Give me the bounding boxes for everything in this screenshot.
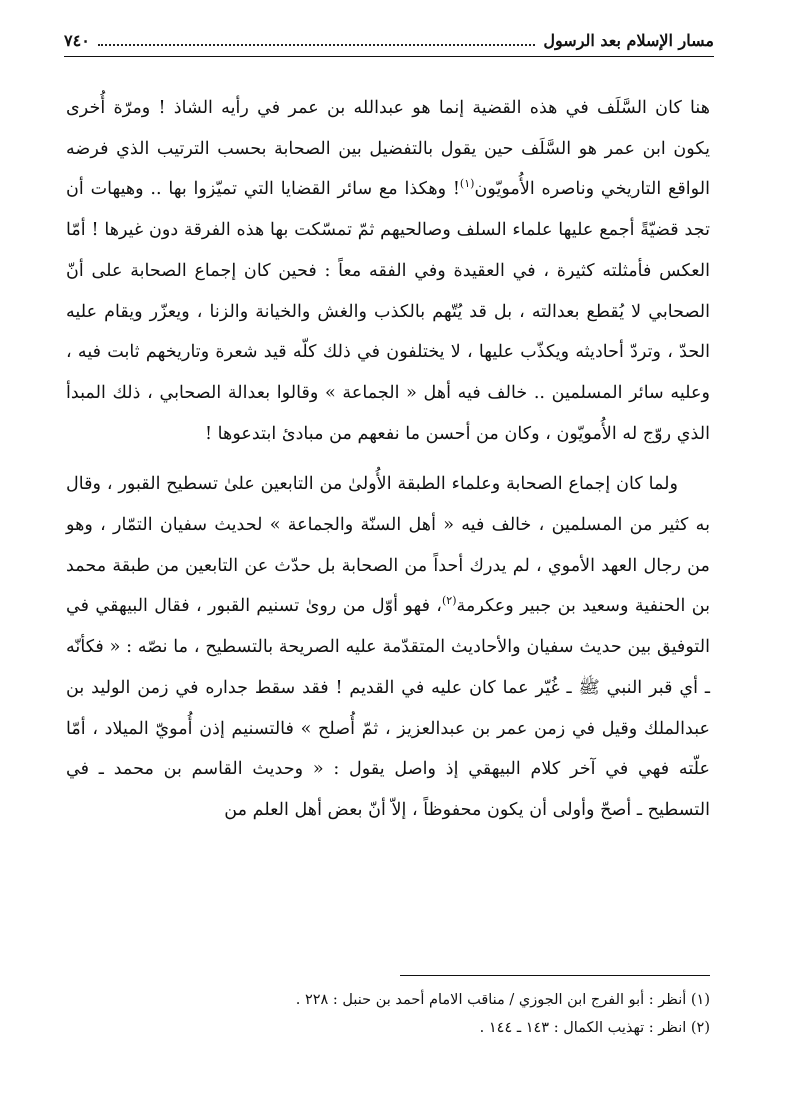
paragraph-1-text-b: ! وهكذا مع سائر القضايا التي تميّزوا بها .. وهيهات أن تجد قضيّةً أجمع عليها علماء السلف وصالحيهم ثمّ تمسّكت بها هذه الفرقة دون غيرها ! أمّا العكس فأمثلته كثيرة ، في العقيدة وفي الفقه معاً : فحين كان إجماع الصحابة على أنّ الصحابي لا يُقطع بعدالته ، بل قد يُتّهم بالكذب والغش والخيانة والزنا ، ويعزّر ويقام عليه الحدّ ، وتردّ أحاديثه ويكذّب عليها ، لا يختلفون في ذلك كلّه قيد شعرة وتاريخهم ثابت فيه ، وعليه سائر المسلمين .. خالف فيه أهل « الجماعة » وقالوا بعدالة الصحابي ، ذلك المبدأ الذي روّج له الأُمويّون ، وكان من أحسن ما نفعهم من مبادئ ابتدعوها ! <box>66 179 710 444</box>
footnote-ref-2: (٢) <box>441 594 457 608</box>
running-header <box>64 24 714 57</box>
footnotes <box>66 986 710 1042</box>
paragraph-2 <box>66 464 710 830</box>
paragraph-1-text-a: هنا كان السَّلَف في هذه القضية إنما هو عبدالله بن عمر في رأيه الشاذ ! ومرّة أُخرى يكون ابن عمر هو السَّلَف حين يقول بالتفضيل بين الصحابة بحسب الترتيب الذي فرضه الواقع التاريخي وناصره الأُمويّون <box>66 98 710 200</box>
running-title: مسار الإسلام بعد الرسول <box>543 30 714 50</box>
header-dot-leader <box>98 35 536 46</box>
footnote-1: (١) أنظر : أبو الفرج ابن الجوزي / مناقب الامام أحمد بن حنبل : ٢٢٨ . <box>295 992 710 1008</box>
paragraph-1 <box>66 88 710 454</box>
footnote-2: (٢) انظر : تهذيب الكمال : ١٤٣ ـ ١٤٤ . <box>479 1020 710 1036</box>
body-text <box>66 88 710 831</box>
paragraph-2-text-a: ولما كان إجماع الصحابة وعلماء الطبقة الأُولىٰ من التابعين علىٰ تسطيح القبور ، وقال به كثير من المسلمين ، خالف فيه « أهل السنّة والجماعة » لحديث سفيان التمّار ، وهو من رجال العهد الأموي ، لم يدرك أحداً من الصحابة بل حدّث عن التابعين من طبقة محمد بن الحنفية وسعيد بن جبير وعكرمة <box>66 474 710 617</box>
paragraph-2-text-b: ، فهو أوّل من روىٰ تسنيم القبور ، فقال البيهقي في التوفيق بين حديث سفيان والأحاديث المتقدّمة عليه الصريحة بالتسطيح ، ما نصّه : « فكأنّه ـ أي قبر النبي ﷺ ـ غُيّر عما كان عليه في القديم ! فقد سقط جداره في زمن الوليد بن عبدالملك وقيل في زمن عمر بن عبدالعزيز ، ثمّ أُصلح » فالتسنيم إذن أُمويّ الميلاد ، أمّا علّته فهي في آخر كلام البيهقي إذ واصل يقول : « وحديث القاسم بن محمد ـ في التسطيح ـ أصحّ وأولى أن يكون محفوظاً ، إلاّ أنّ بعض أهل العلم من <box>66 596 710 820</box>
footnote-separator <box>400 975 710 976</box>
footnote-ref-1: (١) <box>459 177 475 191</box>
page-number: ٧٤٠ <box>64 30 90 50</box>
